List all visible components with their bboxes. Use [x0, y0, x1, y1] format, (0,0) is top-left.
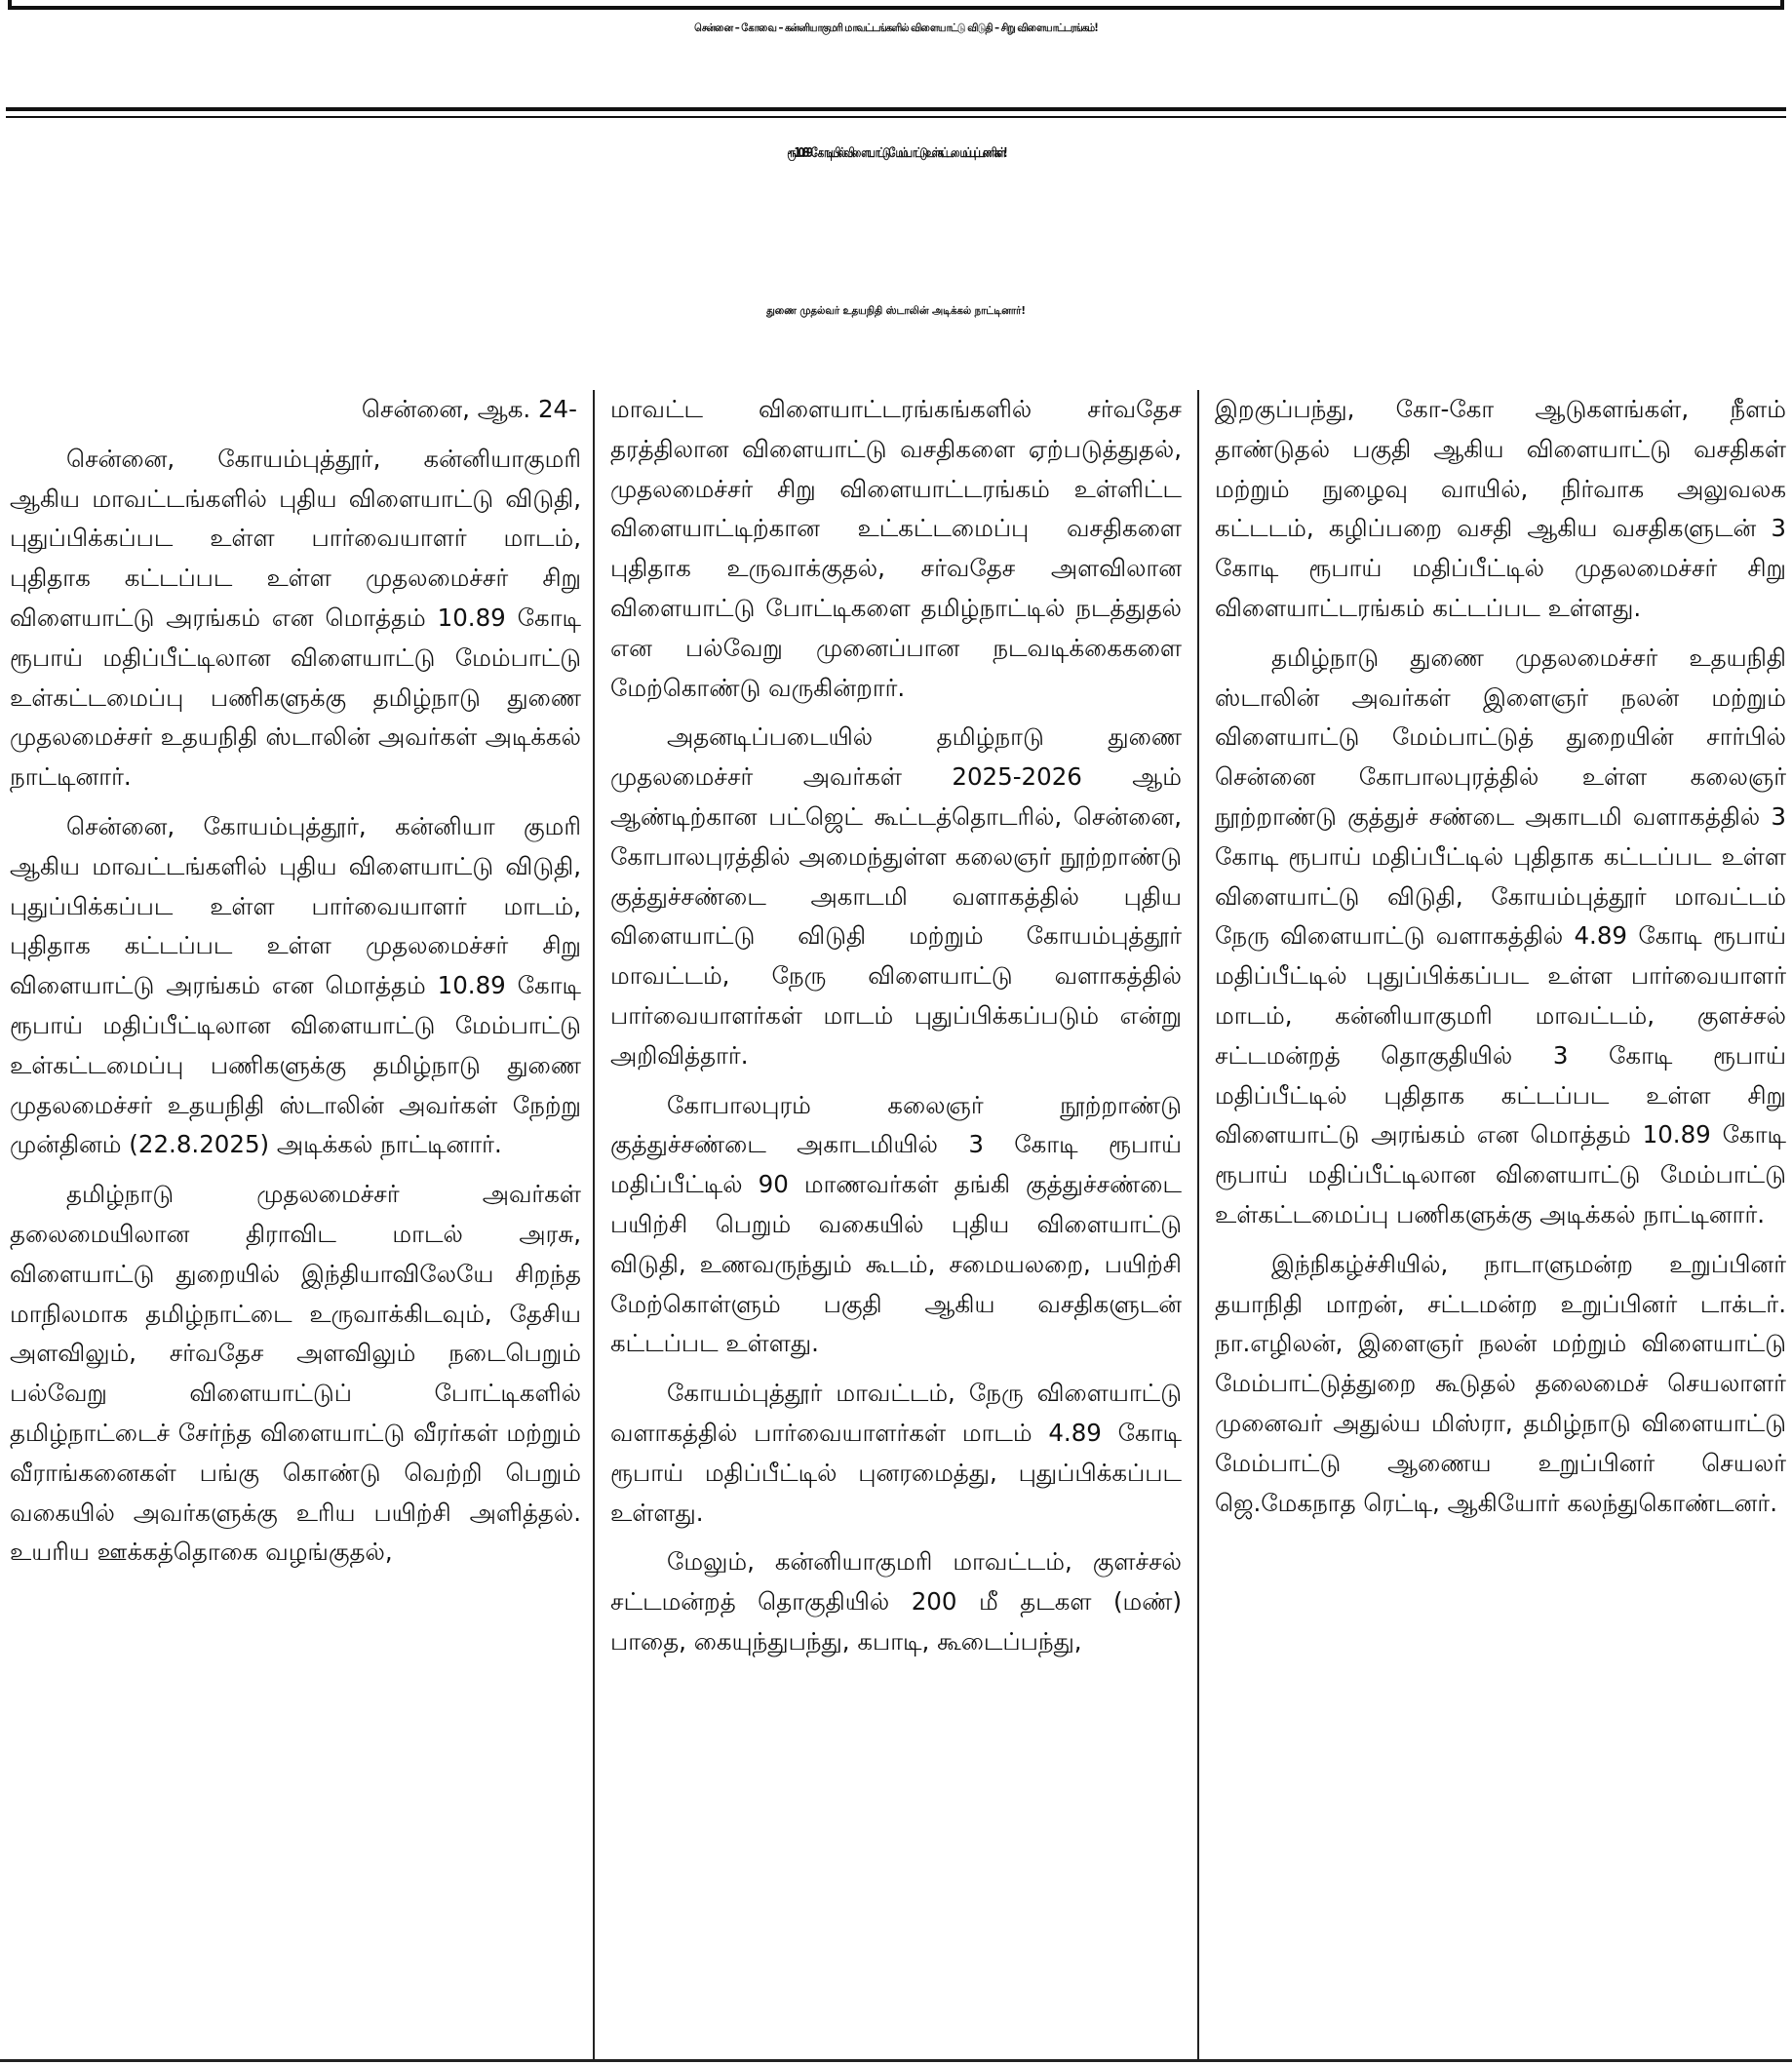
bottom-rule	[0, 2059, 1792, 2062]
column2-paragraph-3: கோபாலபுரம் கலைஞர் நூற்றாண்டு குத்துச்சண்டை அகாடமியில் 3 கோடி ரூபாய் மதிப்பீட்டில் 90 மாணவர்கள் தங்கி குத்துச்சண்டை பயிற்சி பெறும் வகையில் புதிய விளையாட்டு விடுதி, உணவருந்தும் கூடம், சமையலறை, பயிற்சி மேற்கொள்ளும் பகுதி ஆகிய வசதிகளுடன் கட்டப்பட உள்ளது.	[610, 1090, 1182, 1358]
column1-paragraph-2: சென்னை, கோயம்புத்தூர், கன்னியா குமரி ஆகிய மாவட்டங்களில் புதிய விளையாட்டு விடுதி, புதுப்பிக்கப்பட உள்ள பார்வையாளர் மாடம், புதிதாக கட்டப்பட உள்ள முதலமைச்சர் சிறு விளையாட்டு அரங்கம் என மொத்தம் 10.89 கோடி ரூபாய் மதிப்பீட்டிலான விளையாட்டு மேம்பாட்டு உள்கட்டமைப்பு பணிகளுக்கு தமிழ்நாடு துணை முதலமைச்சர் உதயநிதி ஸ்டாலின் அவர்கள் நேற்று முன்தினம் (22.8.2025) அடிக்கல் நாட்டினார்.	[10, 811, 581, 1159]
article-column-2	[610, 390, 1182, 2059]
headline-rule-thin	[6, 116, 1786, 118]
column2-paragraph-1: மாவட்ட விளையாட்டரங்கங்களில் சர்வதேச தரத்திலான விளையாட்டு வசதிகளை ஏற்படுத்துதல், முதலமைச்சர் சிறு விளையாட்டரங்கம் உள்ளிட்ட விளையாட்டிற்கான உட்கட்டமைப்பு வசதிகளை புதிதாக உருவாக்குதல், சர்வதேச அளவிலான விளையாட்டு போட்டிகளை தமிழ்நாட்டில் நடத்துதல் என பல்வேறு முனைப்பான நடவடிக்கைகளை மேற்கொண்டு வருகின்றார்.	[610, 395, 1182, 702]
column-divider-1	[593, 390, 595, 2059]
top-frame-border	[8, 0, 1784, 10]
column2-paragraph-4: கோயம்புத்தூர் மாவட்டம், நேரு விளையாட்டு வளாகத்தில் பார்வையாளர்கள் மாடம் 4.89 கோடி ரூபாய் மதிப்பீட்டில் புனரமைத்து, புதுப்பிக்கப்பட உள்ளது.	[610, 1379, 1182, 1527]
sub-headline: துணை முதல்வர் உதயநிதி ஸ்டாலின் அடிக்கல் நாட்டினார்!	[766, 305, 1026, 318]
article-column-1	[10, 390, 581, 2059]
column3-paragraph-3: இந்நிகழ்ச்சியில், நாடாளுமன்ற உறுப்பினர் தயாநிதி மாறன், சட்டமன்ற உறுப்பினர் டாக்டர். நா.எழிலன், இளைஞர் நலன் மற்றும் விளையாட்டு மேம்பாட்டுத்துறை கூடுதல் தலைமைச் செயலாளர் முனைவர் அதுல்ய மிஸ்ரா, தமிழ்நாடு விளையாட்டு மேம்பாட்டு ஆணைய உறுப்பினர் செயலர் ஜெ.மேகநாத ரெட்டி, ஆகியோர் கலந்துகொண்டனர்.	[1215, 1249, 1786, 1517]
column2-paragraph-5: மேலும், கன்னியாகுமரி மாவட்டம், குளச்சல் சட்டமன்றத் தொகுதியில் 200 மீ தடகள (மண்) பாதை, கையுந்துபந்து, கபாடி, கூடைப்பந்து,	[610, 1547, 1182, 1656]
column2-paragraph-2: அதனடிப்படையில் தமிழ்நாடு துணை முதலமைச்சர் அவர்கள் 2025-2026 ஆம் ஆண்டிற்கான பட்ஜெட் கூட்டத்தொடரில், சென்னை, கோபாலபுரத்தில் அமைந்துள்ள கலைஞர் நூற்றாண்டு குத்துச்சண்டை அகாடமி வளாகத்தில் புதிய விளையாட்டு விடுதி மற்றும் கோயம்புத்தூர் மாவட்டம், நேரு விளையாட்டு வளாகத்தில் பார்வையாளர்கள் மாடம் புதுப்பிக்கப்படும் என்று அறிவித்தார்.	[610, 722, 1182, 1070]
kicker-headline: சென்னை – கோவை – கன்னியாகுமரி மாவட்டங்களில் விளையாட்டு விடுதி – சிறு விளையாட்டரங்கம்!	[694, 22, 1098, 35]
column1-paragraph-1: சென்னை, கோயம்புத்தூர், கன்னியாகுமரி ஆகிய மாவட்டங்களில் புதிய விளையாட்டு விடுதி, புதுப்பிக்கப்பட உள்ள பார்வையாளர் மாடம், புதிதாக கட்டப்பட உள்ள முதலமைச்சர் சிறு விளையாட்டு அரங்கம் என மொத்தம் 10.89 கோடி ரூபாய் மதிப்பீட்டிலான விளையாட்டு மேம்பாட்டு உள்கட்டமைப்பு பணிகளுக்கு தமிழ்நாடு துணை முதலமைச்சர் உதயநிதி ஸ்டாலின் அவர்கள் அடிக்கல் நாட்டினார்.	[10, 444, 581, 792]
dateline: சென்னை, ஆக. 24-	[361, 395, 577, 423]
column1-paragraph-3: தமிழ்நாடு முதலமைச்சர் அவர்கள் தலைமையிலான திராவிட மாடல் அரசு, விளையாட்டு துறையில் இந்தியாவிலேயே சிறந்த மாநிலமாக தமிழ்நாட்டை உருவாக்கிடவும், தேசிய அளவிலும், சர்வதேச அளவிலும் நடைபெறும் பல்வேறு விளையாட்டுப் போட்டிகளில் தமிழ்நாட்டைச் சேர்ந்த விளையாட்டு வீரர்கள் மற்றும் வீராங்கனைகள் பங்கு கொண்டு வெற்றி பெறும் வகையில் அவர்களுக்கு உரிய பயிற்சி அளித்தல். உயரிய ஊக்கத்தொகை வழங்குதல்,	[10, 1180, 581, 1567]
column3-paragraph-2: தமிழ்நாடு துணை முதலமைச்சர் உதயநிதி ஸ்டாலின் அவர்கள் இளைஞர் நலன் மற்றும் விளையாட்டு மேம்பாட்டுத் துறையின் சார்பில் சென்னை கோபாலபுரத்தில் உள்ள கலைஞர் நூற்றாண்டு குத்துச் சண்டை அகாடமி வளாகத்தில் 3 கோடி ரூபாய் மதிப்பீட்டில் புதிதாக கட்டப்பட உள்ள விளையாட்டு விடுதி, கோயம்புத்தூர் மாவட்டம் நேரு விளையாட்டு வளாகத்தில் 4.89 கோடி ரூபாய் மதிப்பீட்டில் புதுப்பிக்கப்பட உள்ள பார்வையாளர் மாடம், கன்னியாகுமரி மாவட்டம், குளச்சல் சட்டமன்றத் தொகுதியில் 3 கோடி ரூபாய் மதிப்பீட்டில் புதிதாக கட்டப்பட உள்ள சிறு விளையாட்டு அரங்கம் என மொத்தம் 10.89 கோடி ரூபாய் மதிப்பீட்டிலான விளையாட்டு மேம்பாட்டு உள்கட்டமைப்பு பணிகளுக்கு அடிக்கல் நாட்டினார்.	[1215, 643, 1786, 1228]
main-headline: ரூ.10.89 கோடியில் விளையாட்டு மேம்பாட்டு உள்கட்டமைப்புப் பணிகள்!	[787, 146, 1005, 161]
column-divider-2	[1197, 390, 1199, 2059]
headline-rule-thick	[6, 107, 1786, 111]
article-column-3	[1215, 390, 1786, 2059]
column3-paragraph-1: இறகுப்பந்து, கோ-கோ ஆடுகளங்கள், நீளம் தாண்டுதல் பகுதி ஆகிய விளையாட்டு வசதிகள் மற்றும் நுழைவு வாயில், நிர்வாக அலுவலக கட்டடம், கழிப்பறை வசதி ஆகிய வசதிகளுடன் 3 கோடி ரூபாய் மதிப்பீட்டில் முதலமைச்சர் சிறு விளையாட்டரங்கம் கட்டப்பட உள்ளது.	[1215, 395, 1786, 622]
